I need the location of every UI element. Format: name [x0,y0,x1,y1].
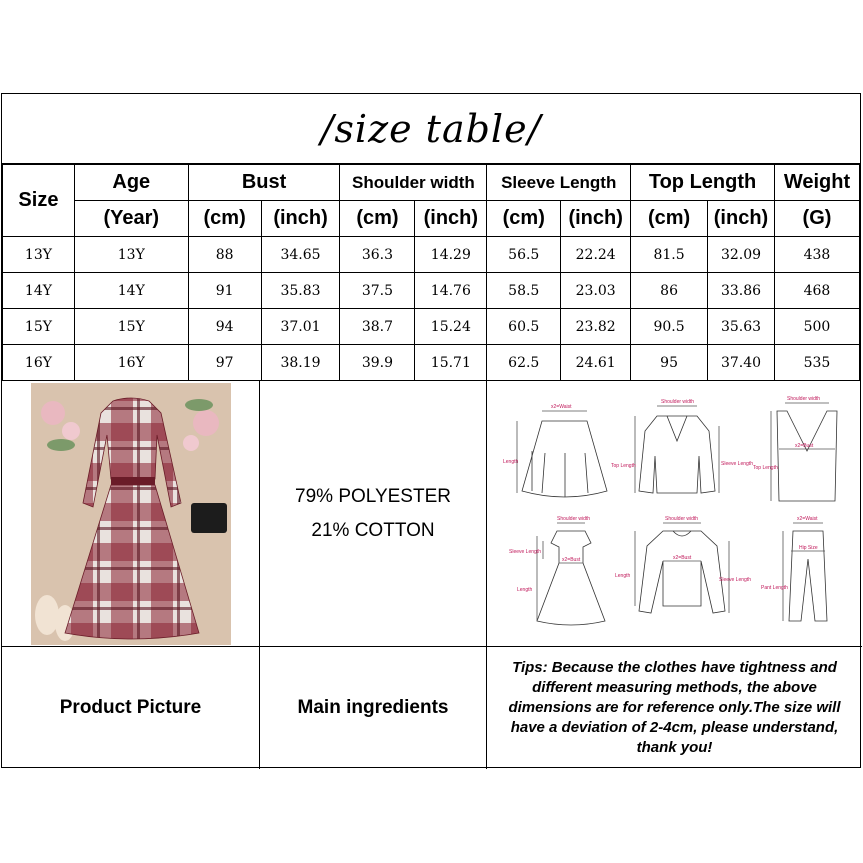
header-size: Size [3,165,75,237]
unit-cell: (G) [774,201,859,237]
vest-diagram [753,396,837,501]
table-cell: 37.5 [340,273,415,309]
table-row [3,309,860,345]
table-cell: 16Y [74,345,188,381]
unit-cell: (inch) [415,201,487,237]
unit-cell: (cm) [340,201,415,237]
table-cell: 95 [631,345,708,381]
table-cell: 56.5 [487,237,561,273]
header-top-length: Top Length [631,165,775,201]
unit-cell: (inch) [708,201,775,237]
table-cell: 15.71 [415,345,487,381]
table-cell: 14Y [3,273,75,309]
table-cell: 88 [188,237,261,273]
table-row [3,273,860,309]
svg-text:Length: Length [503,459,519,465]
size-chart-frame [1,93,861,768]
pants-diagram [761,516,827,621]
table-cell: 58.5 [487,273,561,309]
jacket-diagram [611,399,753,493]
svg-text:Sleeve Length: Sleeve Length [509,549,541,555]
table-cell: 14.29 [415,237,487,273]
dress-diagram [509,516,605,625]
table-cell: 33.86 [708,273,775,309]
table-cell: 34.65 [261,237,340,273]
table-cell: 37.40 [708,345,775,381]
table-cell: 14Y [74,273,188,309]
info-section [2,381,860,769]
table-cell: 22.24 [561,237,631,273]
table-cell: 15.24 [415,309,487,345]
table-cell: 94 [188,309,261,345]
unit-cell: (cm) [487,201,561,237]
svg-text:Top Length: Top Length [611,463,636,469]
table-cell: 23.03 [561,273,631,309]
table-cell: 97 [188,345,261,381]
table-cell: 35.63 [708,309,775,345]
table-cell: 24.61 [561,345,631,381]
table-cell: 500 [774,309,859,345]
table-cell: 438 [774,237,859,273]
svg-text:Length: Length [615,573,631,579]
measurement-diagram-grid [487,381,862,647]
tips-text: Tips: Because the clothes have tightness and different measuring methods, the above dimensions are for reference only.The size will have a deviation of 2-4cm, please understand, thank you! [508,659,841,756]
svg-text:Sleeve Length: Sleeve Length [719,577,751,583]
header-sleeve-length: Sleeve Length [487,165,631,201]
svg-text:Shoulder width: Shoulder width [661,399,695,405]
table-cell: 14.76 [415,273,487,309]
header-bust: Bust [188,165,340,201]
sweater-diagram [615,516,751,613]
svg-text:Sleeve Length: Sleeve Length [721,461,753,467]
table-cell: 38.7 [340,309,415,345]
measurement-diagrams [487,381,862,647]
table-cell: 90.5 [631,309,708,345]
table-cell: 38.19 [261,345,340,381]
svg-text:x2=Bust: x2=Bust [562,557,581,563]
header-age: Age [74,165,188,201]
unit-cell: (Year) [74,201,188,237]
svg-text:x2=Waist: x2=Waist [551,404,572,410]
materials-cell [260,381,487,647]
svg-text:x2=Bust: x2=Bust [673,555,692,561]
product-photo-cell [2,381,260,647]
table-cell: 535 [774,345,859,381]
table-cell: 15Y [3,309,75,345]
table-cell: 35.83 [261,273,340,309]
unit-cell: (inch) [561,201,631,237]
svg-text:Top Length: Top Length [753,465,778,471]
main-ingredients-label: Main ingredients [260,647,487,769]
table-cell: 81.5 [631,237,708,273]
svg-text:x2=Waist: x2=Waist [797,516,818,522]
table-cell: 62.5 [487,345,561,381]
unit-cell: (inch) [261,201,340,237]
table-cell: 91 [188,273,261,309]
table-cell: 468 [774,273,859,309]
table-cell: 36.3 [340,237,415,273]
header-shoulder-width: Shoulder width [340,165,487,201]
unit-cell: (cm) [188,201,261,237]
header-weight: Weight [774,165,859,201]
svg-text:Shoulder width: Shoulder width [665,516,699,522]
table-cell: 32.09 [708,237,775,273]
table-cell: 15Y [74,309,188,345]
svg-text:Shoulder width: Shoulder width [557,516,591,522]
table-header-row [3,165,860,201]
unit-cell: (cm) [631,201,708,237]
table-cell: 39.9 [340,345,415,381]
product-picture-label: Product Picture [2,647,260,769]
svg-text:Shoulder width: Shoulder width [787,396,821,402]
svg-text:Hip Size: Hip Size [799,545,818,551]
table-row [3,237,860,273]
table-cell: 37.01 [261,309,340,345]
table-unit-row [3,201,860,237]
svg-text:Pant Length: Pant Length [761,585,788,591]
svg-text:x2=Bust: x2=Bust [795,443,814,449]
table-cell: 16Y [3,345,75,381]
table-cell: 60.5 [487,309,561,345]
material-line: 21% COTTON [311,519,435,541]
table-row [3,345,860,381]
table-cell: 13Y [74,237,188,273]
svg-text:Length: Length [517,587,533,593]
material-line: 79% POLYESTER [295,485,451,507]
page-title: /size table/ [2,94,860,164]
skirt-diagram [503,404,607,497]
size-table [2,164,860,381]
table-cell: 23.82 [561,309,631,345]
product-photo [31,383,231,645]
table-cell: 13Y [3,237,75,273]
table-cell: 86 [631,273,708,309]
